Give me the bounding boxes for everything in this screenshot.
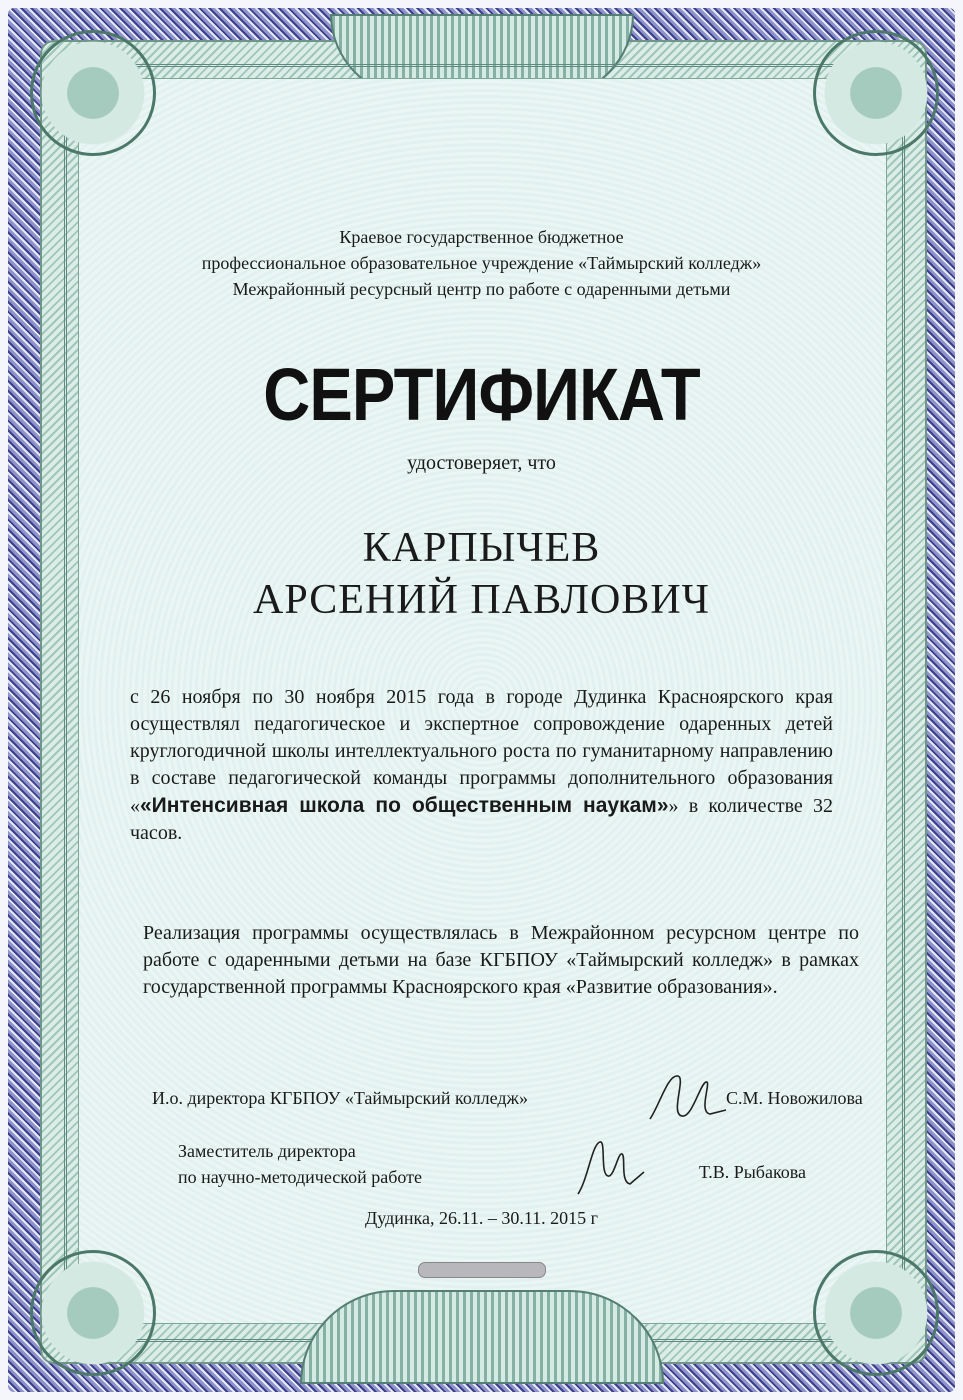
deputy-director-role: [178, 1138, 422, 1190]
place-and-date: Дудинка, 26.11. – 30.11. 2015 г: [364, 1208, 599, 1228]
issuer-header: [130, 224, 833, 302]
recipient-given-names: АРСЕНИЙ ПАВЛОВИЧ: [253, 577, 710, 623]
deputy-role-line-2: по научно-методической работе: [178, 1167, 423, 1187]
certificate-title: СЕРТИФИКАТ: [263, 353, 700, 436]
participation-hours: » в количестве 32 часов.: [130, 795, 834, 844]
issuer-line-2: профессиональное образовательное учреждение «Таймырский колледж»: [201, 253, 762, 273]
certifies-text: удостоверяет, что: [407, 452, 556, 474]
director-signature: [640, 1064, 730, 1134]
implementation-paragraph: Реализация программы осуществлялась в Межрайонном ресурсном центре по работе с одаренными детьми на базе КГБПОУ «Таймырский колледж» в рамках государственной программы Красноярского края «Развитие образования».: [143, 922, 859, 998]
recipient-surname: КАРПЫЧЕВ: [362, 525, 601, 571]
deputy-director-name: Т.В. Рыбакова: [699, 1162, 807, 1182]
director-role: И.о. директора КГБПОУ «Таймырский колледж»: [152, 1088, 528, 1108]
director-name: С.М. Новожилова: [726, 1088, 863, 1108]
deputy-role-line-1: Заместитель директора: [178, 1141, 356, 1161]
program-name: «Интенсивная школа по общественным наукам»: [140, 794, 669, 817]
issuer-line-3: Межрайонный ресурсный центр по работе с одаренными детьми: [232, 279, 731, 299]
deputy-director-signature: [570, 1124, 650, 1204]
recipient-name: [130, 522, 833, 626]
issuer-line-1: Краевое государственное бюджетное: [339, 227, 624, 247]
participation-paragraph: [130, 684, 833, 847]
participation-text: с 26 ноября по 30 ноября 2015 года в городе Дудинка Красноярского края осуществлял педагогическое и экспертное сопровождение одаренных детей круглогодичной школы интеллектуального роста по гуманитарному направлению в составе педагогической команды программы дополнительного образования «: [130, 686, 833, 817]
